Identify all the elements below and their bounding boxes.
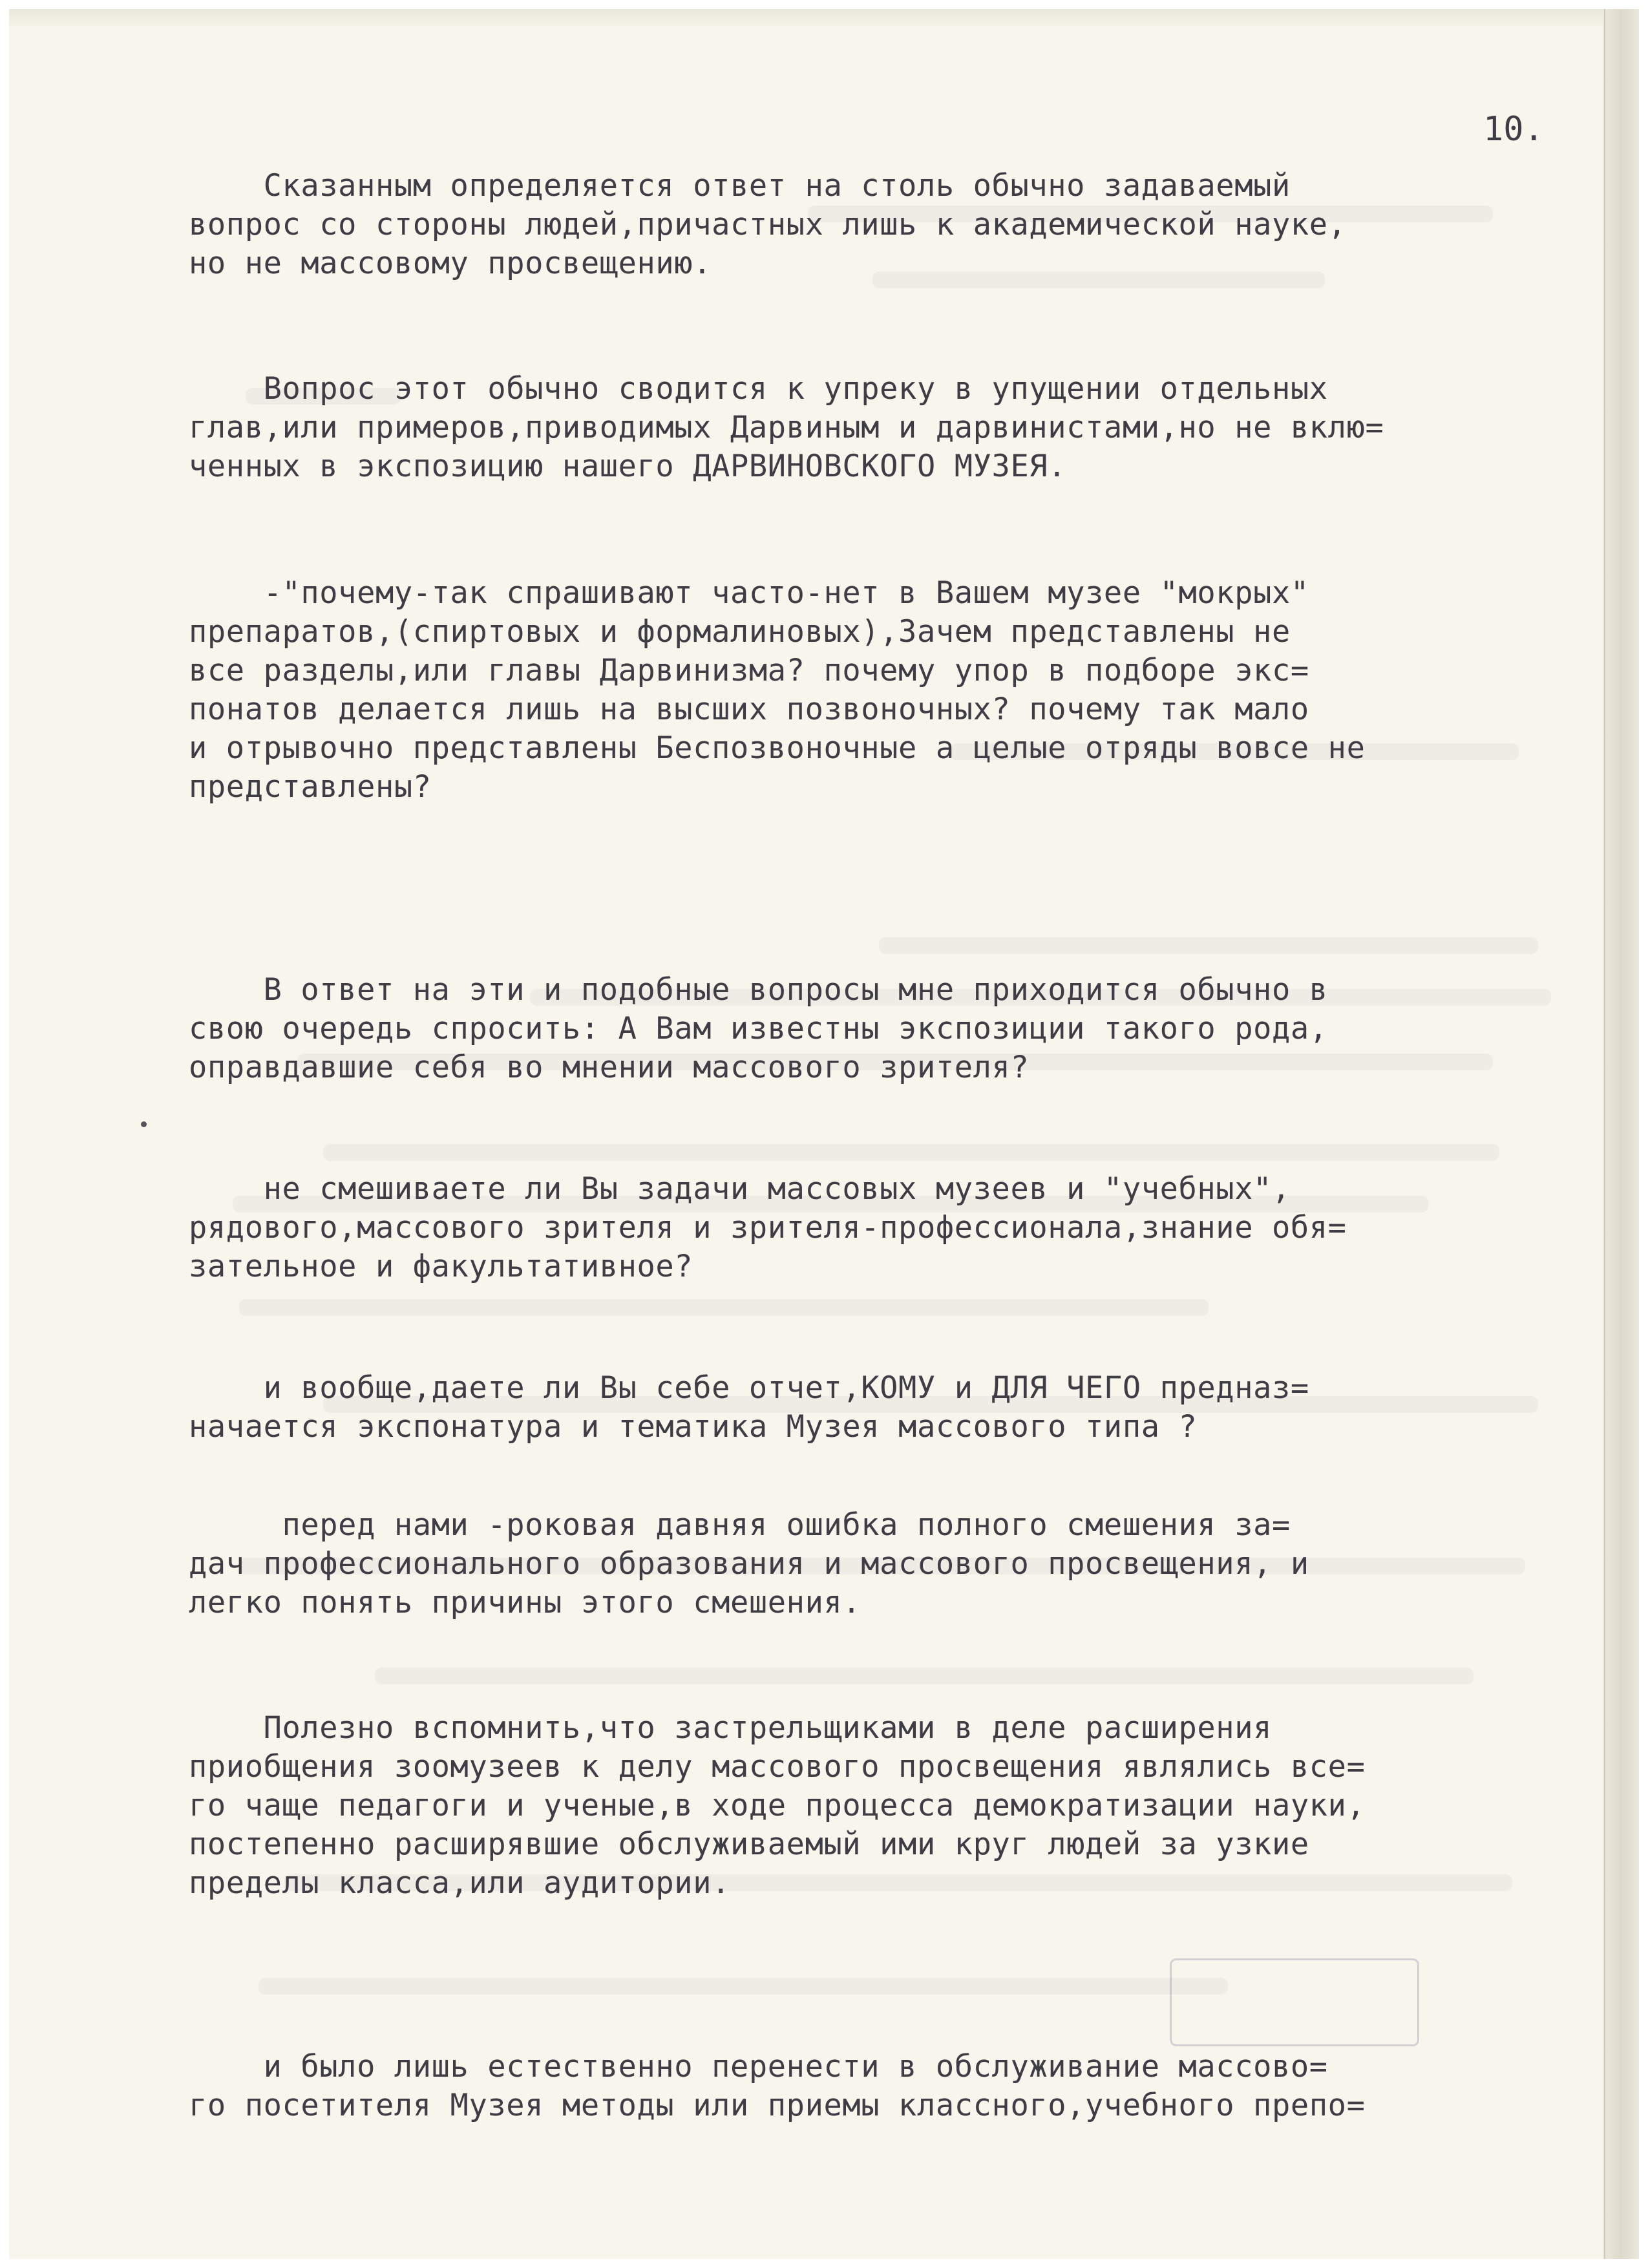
text-line: перед нами -роковая давняя ошибка полного смешения за= <box>189 1507 1291 1543</box>
text-line: понатов делается лишь на высших позвоночных? почему так мало <box>189 692 1309 727</box>
margin-dot <box>141 1121 147 1127</box>
reverse-side-bleed-through <box>78 0 1583 2268</box>
text-line: -"почему-так спрашивают часто-нет в Вашем музее "мокрых" <box>189 575 1309 611</box>
archive-stamp <box>1170 1958 1419 2046</box>
text-line: рядового,массового зрителя и зрителя-профессионала,знание обя= <box>189 1210 1347 1245</box>
text-line: ченных в экспозицию нашего ДАРВИНОВСКОГО МУЗЕЯ. <box>189 449 1067 484</box>
text-line: дач профессионального образования и массового просвещения, и <box>189 1546 1309 1582</box>
text-line: глав,или примеров,приводимых Дарвиным и дарвинистами,но не вклю= <box>189 410 1384 445</box>
text-line: начается экспонатура и тематика Музея массового типа ? <box>189 1409 1198 1445</box>
text-line: постепенно расширявшие обслуживаемый ими круг людей за узкие <box>189 1827 1309 1862</box>
scan-top-shadow <box>0 0 1648 26</box>
text-line: зательное и факультативное? <box>189 1249 693 1284</box>
page-number: 10. <box>1483 110 1544 149</box>
text-line: Вопрос этот обычно сводится к упреку в упущении отдельных <box>189 371 1328 407</box>
paragraph-8 <box>189 1709 1365 1903</box>
text-line: и вообще,даете ли Вы себе отчет,КОМУ и ДЛЯ ЧЕГО предназ= <box>189 1370 1309 1406</box>
paragraph-7 <box>189 1506 1309 1622</box>
text-line: но не массовому просвещению. <box>189 246 712 281</box>
paragraph-2 <box>189 370 1384 486</box>
paragraph-5 <box>189 1170 1347 1286</box>
paragraph-6 <box>189 1369 1309 1447</box>
text-line: го посетителя Музея методы или приемы классного,учебного препо= <box>189 2088 1366 2123</box>
paragraph-9 <box>189 2048 1365 2125</box>
text-line: и было лишь естественно перенести в обслуживание массово= <box>189 2049 1328 2084</box>
text-line: препаратов,(спиртовых и формалиновых),Зачем представлены не <box>189 614 1291 650</box>
text-line: оправдавшие себя во мнении массового зрителя? <box>189 1050 1030 1085</box>
text-line: го чаще педагоги и ученые,в ходе процесса демократизации науки, <box>189 1788 1366 1823</box>
text-line: легко понять причины этого смешения. <box>189 1585 861 1620</box>
text-line: Сказанным определяется ответ на столь обычно задаваемый <box>189 168 1291 204</box>
text-line: Полезно вспомнить,что застрельщиками в деле расширения <box>189 1710 1272 1746</box>
text-line: приобщения зоомузеев к делу массового просвещения являлись все= <box>189 1749 1366 1785</box>
paragraph-1 <box>189 167 1347 283</box>
page-edge-underlay <box>1603 0 1648 2268</box>
text-line: В ответ на эти и подобные вопросы мне приходится обычно в <box>189 972 1328 1008</box>
paragraph-4 <box>189 971 1328 1087</box>
text-line: не смешиваете ли Вы задачи массовых музеев и "учебных", <box>189 1171 1291 1207</box>
page-edge-line <box>1604 0 1605 2268</box>
text-line: вопрос со стороны людей,причастных лишь к академической науке, <box>189 207 1347 242</box>
paragraph-3 <box>189 574 1365 807</box>
text-line: и отрывочно представлены Беспозвоночные а целые отряды вовсе не <box>189 730 1366 766</box>
text-line: представлены? <box>189 769 432 805</box>
text-line: пределы класса,или аудитории. <box>189 1865 730 1901</box>
text-line: все разделы,или главы Дарвинизма? почему упор в подборе экс= <box>189 653 1309 688</box>
text-line: свою очередь спросить: А Вам известны экспозиции такого рода, <box>189 1011 1328 1046</box>
